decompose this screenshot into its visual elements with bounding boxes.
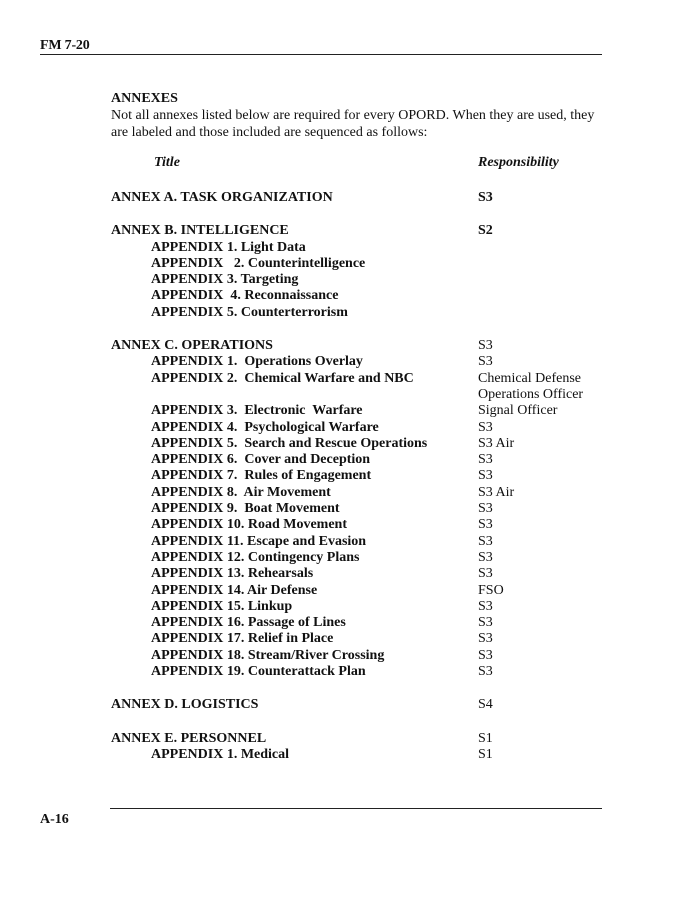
appendix-row bbox=[111, 485, 603, 501]
responsibility-line: S3 bbox=[478, 631, 493, 647]
appendix-responsibility bbox=[478, 615, 618, 631]
appendix-title: APPENDIX 1. Medical bbox=[151, 746, 290, 762]
appendix-title: APPENDIX 4. Reconnaissance bbox=[151, 288, 339, 304]
appendix-row bbox=[111, 272, 603, 288]
appendix-responsibility bbox=[478, 354, 618, 370]
appendix-responsibility bbox=[478, 566, 618, 582]
appendix-row bbox=[111, 420, 603, 436]
appendix-responsibility bbox=[478, 631, 618, 647]
spacer bbox=[111, 173, 603, 190]
responsibility-line: S3 bbox=[478, 664, 493, 680]
responsibility-line: S3 bbox=[478, 468, 493, 484]
appendix-row bbox=[111, 501, 603, 517]
appendix-row bbox=[111, 256, 603, 272]
spacer bbox=[111, 680, 603, 697]
annex-responsibility: S2 bbox=[478, 223, 493, 239]
appendix-row bbox=[111, 436, 603, 452]
responsibility-line: Signal Officer bbox=[478, 403, 558, 419]
appendix-title: APPENDIX 1. Operations Overlay bbox=[151, 354, 363, 370]
page-number: A-16 bbox=[40, 812, 69, 827]
appendix-row bbox=[111, 615, 603, 631]
appendix-responsibility bbox=[478, 534, 618, 550]
appendix-responsibility bbox=[478, 468, 618, 484]
responsibility-line: S3 bbox=[478, 517, 493, 533]
appendix-row bbox=[111, 288, 603, 304]
appendix-responsibility bbox=[478, 371, 618, 404]
column-responsibility: Responsibility bbox=[478, 155, 559, 170]
appendix-row bbox=[111, 354, 603, 370]
appendix-title: APPENDIX 2. Counterintelligence bbox=[151, 255, 366, 271]
appendix-title: APPENDIX 7. Rules of Engagement bbox=[151, 468, 372, 484]
appendix-title: APPENDIX 16. Passage of Lines bbox=[151, 615, 346, 631]
annex-title: ANNEX E. PERSONNEL bbox=[111, 730, 267, 746]
spacer bbox=[111, 206, 603, 223]
appendix-title: APPENDIX 15. Linkup bbox=[151, 598, 293, 614]
appendix-responsibility bbox=[478, 485, 618, 501]
appendix-responsibility bbox=[478, 452, 618, 468]
responsibility-line: FSO bbox=[478, 582, 504, 598]
appendix-row bbox=[111, 517, 603, 533]
header-rule bbox=[40, 54, 602, 55]
annex-responsibility: S3 bbox=[478, 338, 493, 354]
annex-row bbox=[111, 731, 603, 747]
appendix-row bbox=[111, 371, 603, 404]
appendix-title: APPENDIX 1. Light Data bbox=[151, 239, 306, 255]
annex-row bbox=[111, 697, 603, 713]
responsibility-line: S3 bbox=[478, 452, 493, 468]
appendix-title: APPENDIX 9. Boat Movement bbox=[151, 501, 340, 517]
appendix-row bbox=[111, 583, 603, 599]
appendix-responsibility bbox=[478, 550, 618, 566]
appendix-row bbox=[111, 599, 603, 615]
appendix-title: APPENDIX 2. Chemical Warfare and NBC bbox=[151, 370, 414, 386]
appendix-row bbox=[111, 566, 603, 582]
spacer bbox=[111, 321, 603, 338]
responsibility-line: S3 bbox=[478, 419, 493, 435]
responsibility-line: S3 bbox=[478, 533, 493, 549]
appendix-title: APPENDIX 8. Air Movement bbox=[151, 484, 331, 500]
annex-row bbox=[111, 338, 603, 354]
appendix-title: APPENDIX 10. Road Movement bbox=[151, 517, 347, 533]
responsibility-line: S3 bbox=[478, 354, 493, 370]
appendix-responsibility bbox=[478, 403, 618, 419]
responsibility-line: S3 bbox=[478, 598, 493, 614]
responsibility-line: S1 bbox=[478, 746, 493, 762]
section-intro: Not all annexes listed below are required for every OPORD. When they are used, they are labeled and those included are sequenced as follows: bbox=[111, 108, 595, 140]
appendix-row bbox=[111, 468, 603, 484]
annex-title: ANNEX D. LOGISTICS bbox=[111, 697, 259, 713]
spacer bbox=[111, 714, 603, 731]
annex-responsibility: S3 bbox=[478, 190, 493, 205]
appendix-responsibility bbox=[478, 517, 618, 533]
responsibility-line: S3 bbox=[478, 549, 493, 565]
appendix-title: APPENDIX 5. Counterterrorism bbox=[151, 304, 348, 320]
appendix-responsibility bbox=[478, 664, 618, 680]
annex-responsibility: S1 bbox=[478, 730, 493, 746]
appendix-title: APPENDIX 19. Counterattack Plan bbox=[151, 664, 366, 680]
section-heading: ANNEXES bbox=[111, 91, 178, 106]
annex-title: ANNEX C. OPERATIONS bbox=[111, 338, 273, 354]
responsibility-line: S3 bbox=[478, 647, 493, 663]
responsibility-line: S3 bbox=[478, 615, 493, 631]
annex-row bbox=[111, 223, 603, 239]
annex-title: ANNEX A. TASK ORGANIZATION bbox=[111, 190, 333, 205]
appendix-title: APPENDIX 3. Targeting bbox=[151, 272, 299, 288]
appendix-title: APPENDIX 11. Escape and Evasion bbox=[151, 533, 367, 549]
appendix-row bbox=[111, 305, 603, 321]
appendix-title: APPENDIX 4. Psychological Warfare bbox=[151, 419, 379, 435]
appendix-row bbox=[111, 664, 603, 680]
footer-rule bbox=[110, 808, 602, 809]
responsibility-line: S3 Air bbox=[478, 435, 515, 451]
appendix-responsibility bbox=[478, 583, 618, 599]
appendix-title: APPENDIX 17. Relief in Place bbox=[151, 631, 334, 647]
column-headers bbox=[111, 155, 603, 173]
responsibility-line: Chemical Defense bbox=[478, 370, 582, 386]
annex-row bbox=[111, 190, 603, 206]
appendix-row bbox=[111, 240, 603, 256]
appendix-title: APPENDIX 12. Contingency Plans bbox=[151, 549, 360, 565]
responsibility-line: S3 Air bbox=[478, 484, 515, 500]
appendix-title: APPENDIX 14. Air Defense bbox=[151, 582, 318, 598]
appendix-row bbox=[111, 452, 603, 468]
appendix-title: APPENDIX 5. Search and Rescue Operations bbox=[151, 435, 428, 451]
annexes-section bbox=[111, 90, 603, 763]
responsibility-line: Operations Officer bbox=[478, 386, 584, 402]
appendix-row bbox=[111, 550, 603, 566]
annex-title: ANNEX B. INTELLIGENCE bbox=[111, 223, 289, 239]
appendix-title: APPENDIX 6. Cover and Deception bbox=[151, 452, 371, 468]
appendix-title: APPENDIX 18. Stream/River Crossing bbox=[151, 647, 385, 663]
appendix-responsibility bbox=[478, 436, 618, 452]
annex-list bbox=[111, 173, 603, 763]
appendix-responsibility bbox=[478, 599, 618, 615]
appendix-row bbox=[111, 648, 603, 664]
document-header: FM 7-20 bbox=[40, 38, 90, 53]
column-title: Title bbox=[154, 155, 180, 170]
responsibility-line: S3 bbox=[478, 566, 493, 582]
appendix-row bbox=[111, 747, 603, 763]
appendix-responsibility bbox=[478, 501, 618, 517]
appendix-row bbox=[111, 534, 603, 550]
appendix-responsibility bbox=[478, 420, 618, 436]
appendix-title: APPENDIX 3. Electronic Warfare bbox=[151, 403, 363, 419]
appendix-row bbox=[111, 403, 603, 419]
appendix-row bbox=[111, 631, 603, 647]
responsibility-line: S3 bbox=[478, 501, 493, 517]
appendix-title: APPENDIX 13. Rehearsals bbox=[151, 566, 314, 582]
appendix-responsibility bbox=[478, 747, 618, 763]
annex-responsibility: S4 bbox=[478, 697, 493, 713]
appendix-responsibility bbox=[478, 648, 618, 664]
